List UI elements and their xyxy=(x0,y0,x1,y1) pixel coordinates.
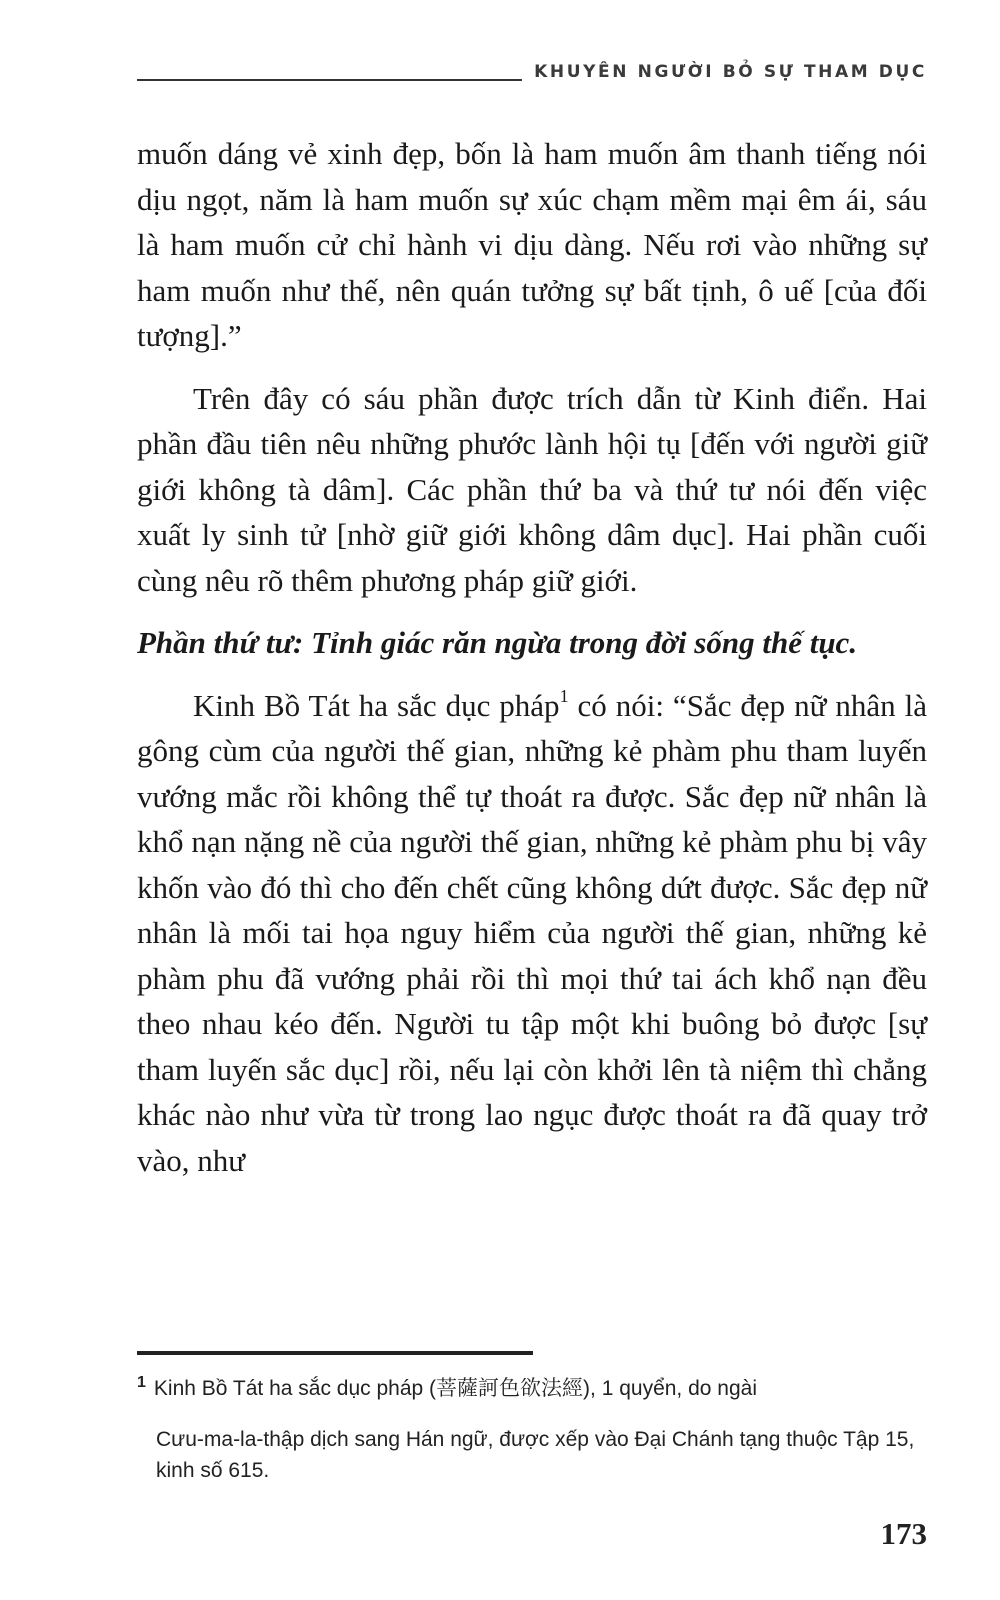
footnote-first-line xyxy=(137,1373,927,1404)
body-text xyxy=(137,131,927,1200)
page-number: 173 xyxy=(880,1516,927,1551)
paragraph-continuation: muốn dáng vẻ xinh đẹp, bốn là ham muốn âm thanh tiếng nói dịu ngọt, năm là ham muốn sự xúc chạm mềm mại êm ái, sáu là ham muốn cử chỉ hành vi dịu dàng. Nếu rơi vào những sự ham muốn như thế, nên quán tưởng sự bất tịnh, ô uế [của đối tượng].” xyxy=(137,136,927,353)
section-heading: Phần thứ tư: Tỉnh giác răn ngừa trong đời sống thế tục. xyxy=(137,625,858,660)
footnote-reference[interactable]: 1 xyxy=(559,686,569,707)
sutra-title-text: Kinh Bồ Tát ha sắc dục pháp xyxy=(193,687,560,723)
paragraph-summary: Trên đây có sáu phần được trích dẫn từ Kinh điển. Hai phần đầu tiên nêu những phước lành hội tụ [đến với người giữ giới không tà dâm]. Các phần thứ ba và thứ tư nói đến việc xuất ly sinh tử [nhờ giữ giới không dâm dục]. Hai phần cuối cùng nêu rõ thêm phương pháp giữ giới. xyxy=(137,380,927,598)
footnote-number: 1 xyxy=(137,1374,146,1391)
quote-text: có nói: “Sắc đẹp nữ nhân là gông cùm của người thế gian, những kẻ phàm phu tham luyến vướng mắc rồi không thể tự thoát ra được. Sắc đẹp nữ nhân là khổ nạn nặng nề của người thế gian, những kẻ phàm phu bị vây khốn vào đó thì cho đến chết cũng không dứt được. Sắc đẹp nữ nhân là mối tai họa nguy hiểm của người thế gian, những kẻ phàm phu đã vướng phải rồi thì mọi thứ tai ách khổ nạn đều theo nhau kéo đến. Người tu tập một khi buông bỏ được [sự tham luyến sắc dục] rồi, nếu lại còn khởi lên tà niệm thì chẳng khác nào như vừa từ trong lao ngục được thoát ra đã quay trở vào, như xyxy=(137,687,927,1178)
running-header xyxy=(137,58,927,88)
footnote-text-line1: Kinh Bồ Tát ha sắc dục pháp (菩薩訶色欲法經), 1 quyển, do ngài xyxy=(153,1377,757,1400)
header-rule xyxy=(137,79,522,81)
paragraph-quote xyxy=(137,683,927,1184)
footnote xyxy=(137,1373,927,1486)
chapter-title: KHUYÊN NGƯỜI BỎ SỰ THAM DỤC xyxy=(534,62,927,82)
footnote-text-rest: Cưu-ma-la-thập dịch sang Hán ngữ, được xếp vào Đại Chánh tạng thuộc Tập 15, kinh số 615. xyxy=(156,1428,915,1482)
footnote-separator xyxy=(137,1351,533,1355)
